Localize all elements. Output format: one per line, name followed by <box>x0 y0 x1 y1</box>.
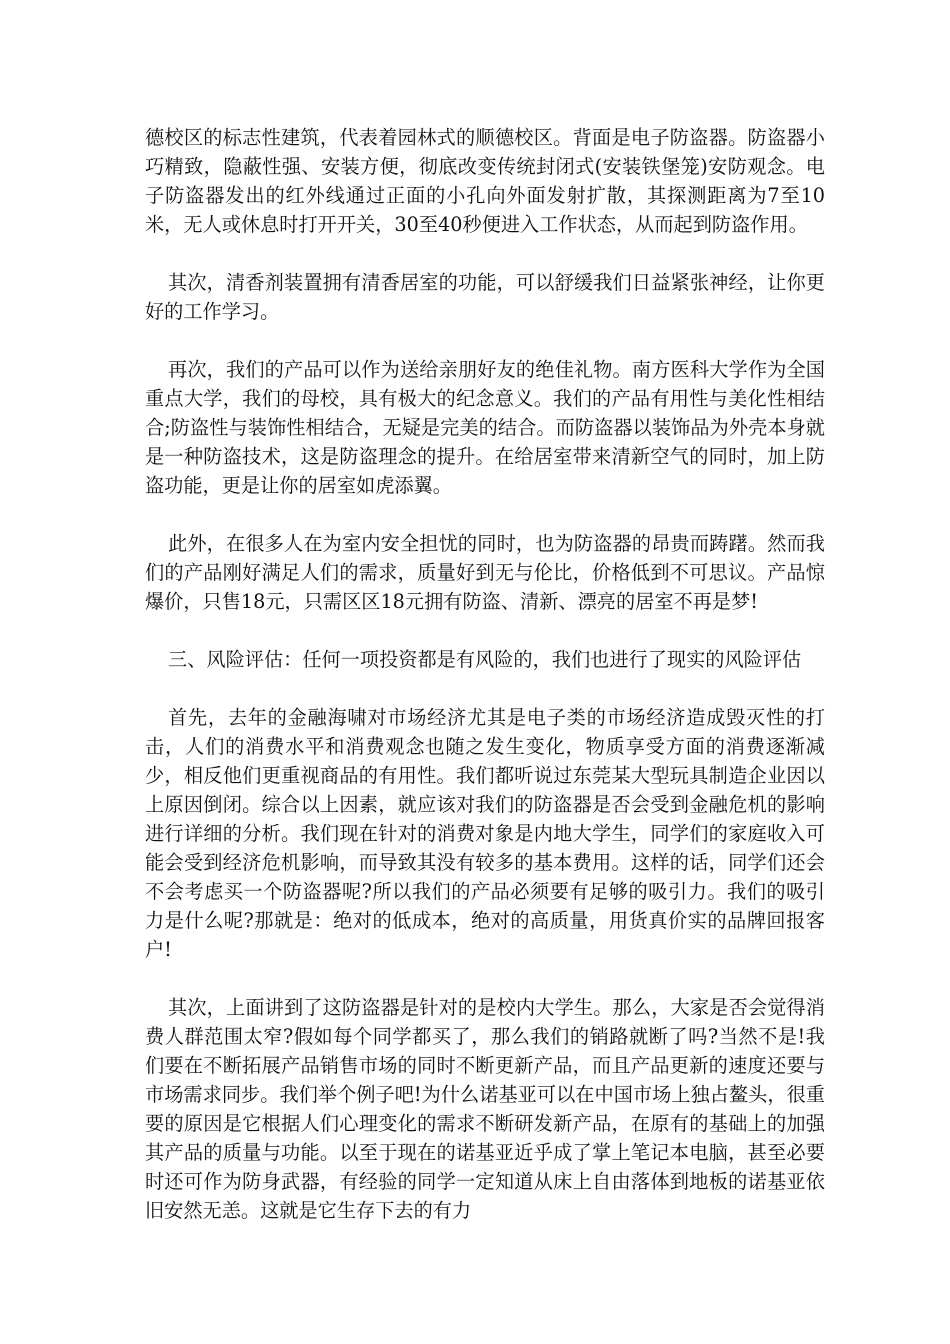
paragraph-campus-landmark: 德校区的标志性建筑，代表着园林式的顺德校区。背面是电子防盗器。防盗器小巧精致，隐蔽性强、安装方便，彻底改变传统封闭式(安装铁堡笼)安防观念。电子防盗器发出的红外线通过正面的小孔向外面发射扩散，其探测距离为7至10米，无人或休息时打开开关，30至40秒便进入工作状态，从而起到防盗作用。 <box>145 126 825 236</box>
paragraph-market-scope-risk: 其次，上面讲到了这防盗器是针对的是校内大学生。那么，大家是否会觉得消费人群范围太窄?假如每个同学都买了，那么我们的销路就断了吗?当然不是!我们要在不断拓展产品销售市场的同时不断更新产品，而且产品更新的速度还要与市场需求同步。我们举个例子吧!为什么诺基亚可以在中国市场上独占鳌头，很重要的原因是它根据人们心理变化的需求不断研发新产品，在原有的基础上的加强其产品的质量与功能。以至于现在的诺基亚近乎成了掌上笔记本电脑，甚至必要时还可作为防身武器，有经验的同学一定知道从床上自由落体到地板的诺基亚依旧安然无恙。这就是它生存下去的有力 <box>145 996 825 1222</box>
paragraph-price-advantage: 此外，在很多人在为室内安全担忧的同时，也为防盗器的昂贵而踌躇。然而我们的产品刚好满足人们的需求，质量好到无与伦比，价格低到不可思议。产品惊爆价，只售18元，只需区区18元拥有防盗、清新、漂亮的居室不再是梦! <box>145 532 825 613</box>
document-page <box>145 123 825 1254</box>
paragraph-gift-value: 再次，我们的产品可以作为送给亲朋好友的绝佳礼物。南方医科大学作为全国重点大学，我们的母校，具有极大的纪念意义。我们的产品有用性与美化性相结合;防盗性与装饰性相结合，无疑是完美的结合。而防盗器以装饰品为外壳本身就是一种防盗技术，这是防盗理念的提升。在给居室带来清新空气的同时，加上防盗功能，更是让你的居室如虎添翼。 <box>145 358 825 497</box>
paragraph-fragrance-feature: 其次，清香剂装置拥有清香居室的功能，可以舒缓我们日益紧张神经，让你更好的工作学习。 <box>145 271 825 323</box>
section-heading-risk-assessment: 三、风险评估：任何一项投资都是有风险的，我们也进行了现实的风险评估 <box>168 648 802 671</box>
paragraph-financial-crisis-risk: 首先，去年的金融海啸对市场经济尤其是电子类的市场经济造成毁灭性的打击，人们的消费水平和消费观念也随之发生变化，物质享受方面的消费逐渐减少，相反他们更重视商品的有用性。我们都听说过东莞某大型玩具制造企业因以上原因倒闭。综合以上因素，就应该对我们的防盗器是否会受到金融危机的影响进行详细的分析。我们现在针对的消费对象是内地大学生，同学们的家庭收入可能会受到经济危机影响，而导致其没有较多的基本费用。这样的话，同学们还会不会考虑买一个防盗器呢?所以我们的产品必须要有足够的吸引力。我们的吸引力是什么呢?那就是：绝对的低成本，绝对的高质量，用货真价实的品牌回报客户! <box>145 706 825 961</box>
